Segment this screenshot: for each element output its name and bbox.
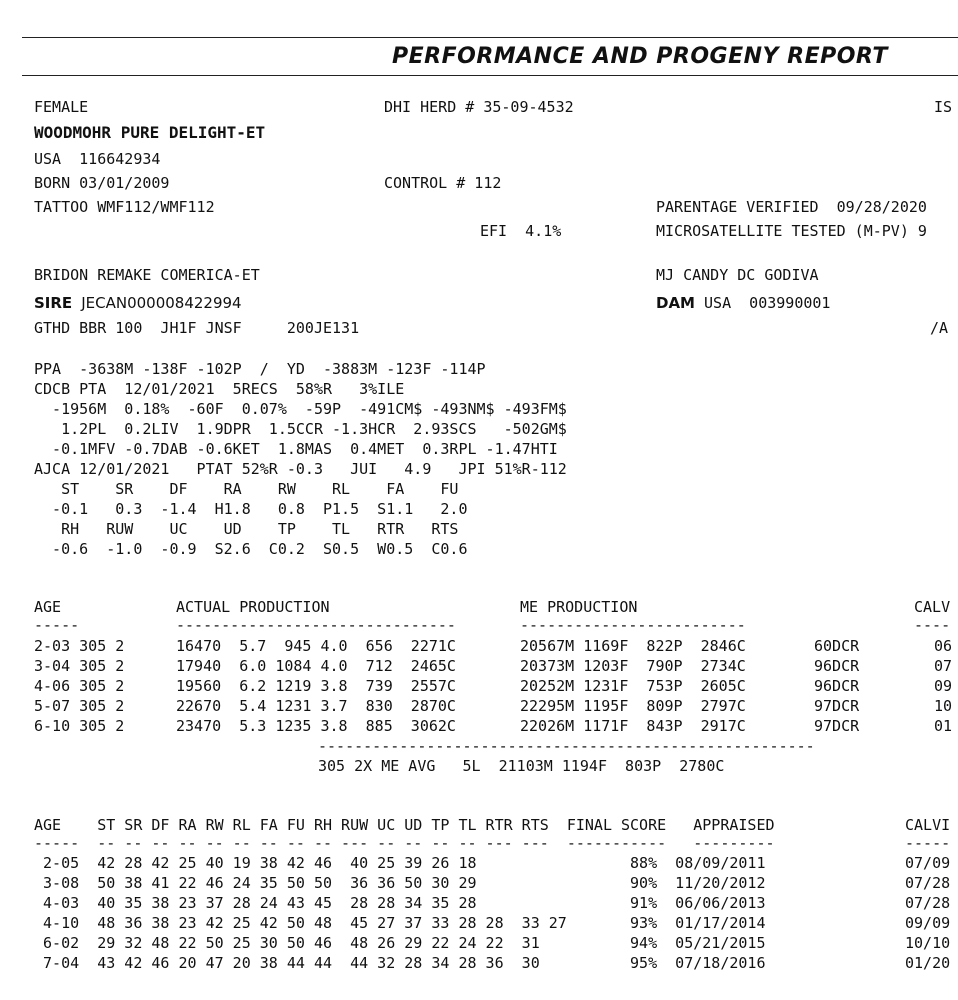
- tattoo: TATTOO WMF112/WMF112: [34, 198, 215, 216]
- appraisal-row-calv: 09/09: [905, 914, 951, 932]
- prod-row-dcr: 96DCR: [814, 677, 860, 695]
- prod-row-dcr: 60DCR: [814, 637, 860, 655]
- title-underline: [22, 75, 958, 76]
- efi-value: EFI 4.1%: [480, 222, 562, 240]
- sex-label: FEMALE: [34, 98, 89, 116]
- prod-row-dcr: 97DCR: [814, 717, 860, 735]
- prod-row-me: 20252M 1231F 753P 2605C: [520, 677, 746, 695]
- prod-row-age: 3-04 305 2: [34, 657, 125, 675]
- prod-row-me: 20567M 1169F 822P 2846C: [520, 637, 746, 655]
- appraisal-row-calv: 10/10: [905, 934, 951, 952]
- prod-row-actual: 17940 6.0 1084 4.0 712 2465C: [176, 657, 456, 675]
- genetics-line: RH RUW UC UD TP TL RTR RTS: [34, 520, 459, 538]
- report-title: PERFORMANCE AND PROGENY REPORT: [392, 44, 888, 69]
- microsatellite-tested: MICROSATELLITE TESTED (M-PV) 9: [656, 222, 927, 240]
- dam-id: USA 003990001: [704, 294, 831, 312]
- me-average: 305 2X ME AVG 5L 21103M 1194F 803P 2780C: [318, 757, 725, 775]
- appraisal-dashes: ----- -- -- -- -- -- -- -- -- -- --- -- -- -- -- --- --- ----------- ---------: [34, 834, 775, 852]
- prod-row-age: 6-10 305 2: [34, 717, 125, 735]
- prod-row-age: 2-03 305 2: [34, 637, 125, 655]
- sire-line: [34, 293, 242, 313]
- appraisal-row-calv: 01/20: [905, 954, 951, 972]
- prod-dash-me: -------------------------: [520, 616, 746, 634]
- appraisal-row: 3-08 50 38 41 22 46 24 35 50 50 36 36 50 30 29 90% 11/20/2012: [34, 874, 766, 892]
- sire-name: BRIDON REMAKE COMERICA-ET: [34, 266, 260, 284]
- prod-header-me: ME PRODUCTION: [520, 598, 638, 616]
- prod-row-me: 20373M 1203F 790P 2734C: [520, 657, 746, 675]
- appraisal-row: 4-10 48 36 38 23 42 25 42 50 48 45 27 37 33 28 28 33 27 93% 01/17/2014: [34, 914, 766, 932]
- prod-row-calv: 01: [934, 717, 953, 735]
- gthd-line: GTHD BBR 100 JH1F JNSF 200JE131: [34, 319, 360, 337]
- appraisal-row-calv: 07/28: [905, 894, 951, 912]
- prod-row-dcr: 97DCR: [814, 697, 860, 715]
- genetics-line: -1956M 0.18% -60F 0.07% -59P -491CM$ -493NM$ -493FM$: [34, 400, 567, 418]
- sire-label: SIRE: [34, 294, 73, 312]
- prod-row-calv: 09: [934, 677, 953, 695]
- prod-row-actual: 19560 6.2 1219 3.8 739 2557C: [176, 677, 456, 695]
- birth-date: BORN 03/01/2009: [34, 174, 170, 192]
- prod-dash-actual: -------------------------------: [176, 616, 456, 634]
- animal-name: WOODMOHR PURE DELIGHT-ET: [34, 123, 266, 142]
- appraisal-row: 6-02 29 32 48 22 50 25 30 50 46 48 26 29 22 24 22 31 94% 05/21/2015: [34, 934, 766, 952]
- prod-row-calv: 06: [934, 637, 953, 655]
- control-number: CONTROL # 112: [384, 174, 502, 192]
- appraisal-row-calv: 07/28: [905, 874, 951, 892]
- prod-row-actual: 16470 5.7 945 4.0 656 2271C: [176, 637, 456, 655]
- prod-header-age: AGE: [34, 598, 62, 616]
- appraisal-row-calv: 07/09: [905, 854, 951, 872]
- prod-row-me: 22026M 1171F 843P 2917C: [520, 717, 746, 735]
- me-avg-rule: -------------------------------------------------------: [318, 737, 815, 755]
- dam-label: DAM: [656, 294, 695, 312]
- appraisal-row: 4-03 40 35 38 23 37 28 24 43 45 28 28 34 35 28 91% 06/06/2013: [34, 894, 766, 912]
- appraisal-row: 7-04 43 42 46 20 47 20 38 44 44 44 32 28 34 28 36 30 95% 07/18/2016: [34, 954, 766, 972]
- prod-row-age: 4-06 305 2: [34, 677, 125, 695]
- genetics-line: ST SR DF RA RW RL FA FU: [34, 480, 459, 498]
- genetics-line: CDCB PTA 12/01/2021 5RECS 58%R 3%ILE: [34, 380, 405, 398]
- dhi-herd: DHI HERD # 35-09-4532: [384, 98, 574, 116]
- prod-dash-calv: ----: [914, 616, 951, 634]
- dam-line: [656, 293, 830, 313]
- appraisal-header-calv: CALVI: [905, 816, 951, 834]
- genetics-line: AJCA 12/01/2021 PTAT 52%R -0.3 JUI 4.9 JPI 51%R-112: [34, 460, 567, 478]
- prod-dash-age: -----: [34, 616, 80, 634]
- dam-name: MJ CANDY DC GODIVA: [656, 266, 819, 284]
- prod-row-dcr: 96DCR: [814, 657, 860, 675]
- prod-row-me: 22295M 1195F 809P 2797C: [520, 697, 746, 715]
- right-fragment: /A: [930, 319, 949, 337]
- prod-row-calv: 07: [934, 657, 953, 675]
- prod-row-calv: 10: [934, 697, 953, 715]
- genetics-line: -0.6 -1.0 -0.9 S2.6 C0.2 S0.5 W0.5 C0.6: [34, 540, 468, 558]
- genetics-line: -0.1MFV -0.7DAB -0.6KET 1.8MAS 0.4MET 0.3RPL -1.47HTI: [34, 440, 558, 458]
- prod-row-age: 5-07 305 2: [34, 697, 125, 715]
- prod-header-calv: CALV: [914, 598, 951, 616]
- prod-row-actual: 23470 5.3 1235 3.8 885 3062C: [176, 717, 456, 735]
- appraisal-dash-calv: -----: [905, 834, 951, 852]
- iss-fragment: IS: [934, 98, 953, 116]
- top-rule: [22, 37, 958, 38]
- genetics-line: PPA -3638M -138F -102P / YD -3883M -123F -114P: [34, 360, 486, 378]
- appraisal-header: AGE ST SR DF RA RW RL FA FU RH RUW UC UD TP TL RTR RTS FINAL SCORE APPRAISED: [34, 816, 775, 834]
- registration-number: USA 116642934: [34, 150, 161, 168]
- genetics-line: -0.1 0.3 -1.4 H1.8 0.8 P1.5 S1.1 2.0: [34, 500, 468, 518]
- genetics-line: 1.2PL 0.2LIV 1.9DPR 1.5CCR -1.3HCR 2.93SCS -502GM$: [34, 420, 567, 438]
- sire-id: JECAN000008422994: [81, 294, 242, 312]
- parentage-verified: PARENTAGE VERIFIED 09/28/2020: [656, 198, 927, 216]
- prod-row-actual: 22670 5.4 1231 3.7 830 2870C: [176, 697, 456, 715]
- prod-header-actual: ACTUAL PRODUCTION: [176, 598, 330, 616]
- appraisal-row: 2-05 42 28 42 25 40 19 38 42 46 40 25 39 26 18 88% 08/09/2011: [34, 854, 766, 872]
